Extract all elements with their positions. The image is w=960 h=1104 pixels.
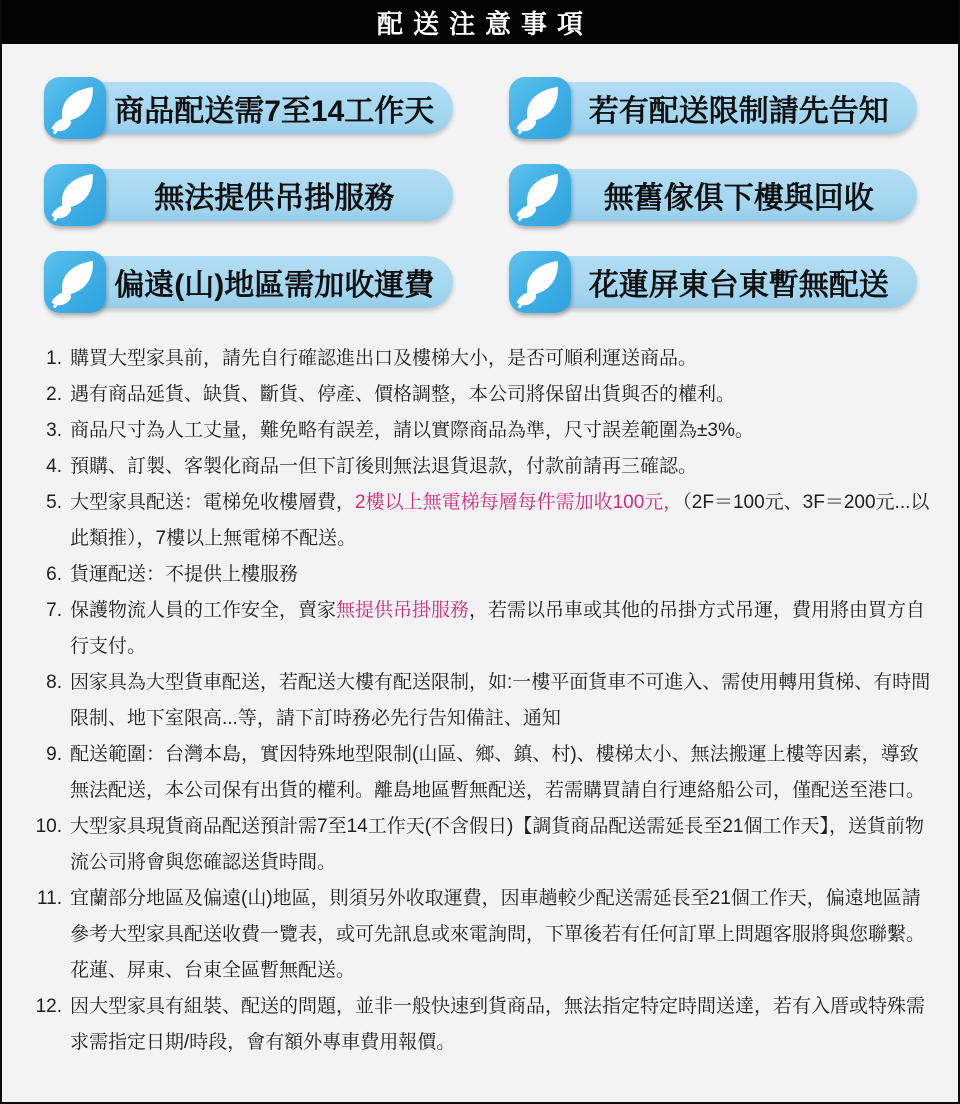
note-number: 5. (46, 492, 62, 513)
note-item (22, 665, 936, 737)
note-text (70, 809, 936, 881)
badge (44, 164, 453, 226)
note-item (22, 809, 936, 881)
note-segment: 保護物流人員的工作安全，賣家 (70, 600, 337, 621)
note-segment: 商品尺寸為人工丈量，難免略有誤差，請以實際商品為準，尺寸誤差範圍為±3%。 (70, 420, 754, 441)
badge-label: 無法提供吊掛服務 (154, 182, 395, 215)
note-segment: 貨運配送：不提供上樓服務 (70, 564, 299, 585)
badge (509, 77, 918, 139)
note-text (70, 557, 936, 593)
note-text (70, 665, 936, 737)
page-header (2, 0, 958, 44)
badge (509, 164, 918, 226)
note-item (22, 485, 936, 557)
note-text (70, 989, 936, 1061)
note-text (70, 881, 936, 989)
note-item (22, 593, 936, 665)
badge (44, 77, 453, 139)
badge (44, 251, 453, 313)
note-text (70, 485, 936, 557)
note-text (70, 449, 936, 485)
badge-grid (2, 77, 958, 313)
note-segment: 預購、訂製、客製化商品一但下訂後則無法退貨退款，付款前請再三確認。 (70, 456, 698, 477)
note-number: 10. (35, 816, 62, 837)
page-title: 配送注意事項 (376, 8, 593, 39)
note-item (22, 449, 936, 485)
note-segment: 宜蘭部分地區及偏遠(山)地區，則須另外收取運費，因車趟較少配送需延長至21個工作天，偏遠地區請參考大型家具配送收費一覽表，或可先訊息或來電詢問，下單後若有任何訂單上問題客服將與您聯繫。花蓮、屏東、台東全區暫無配送。 (70, 888, 926, 981)
leaf-icon (44, 251, 106, 313)
note-number: 11. (36, 888, 62, 909)
note-segment: 大型家具現貨商品配送預計需7至14工作天(不含假日)【調貨商品配送需延長至21個工作天】，送貨前物流公司將會與您確認送貨時間。 (70, 816, 924, 873)
leaf-icon (509, 164, 571, 226)
note-number: 2. (46, 384, 62, 405)
badge-label: 無舊傢俱下樓與回收 (603, 182, 874, 215)
note-segment: 配送範圍：台灣本島，實因特殊地型限制(山區、鄉、鎮、村)、樓梯太小、無法搬運上樓等因素，導致無法配送，本公司保有出貨的權利。離島地區暫無配送，若需購買請自行連絡船公司，僅配送至港口。 (70, 744, 926, 801)
badge-label: 商品配送需7至14工作天 (114, 95, 435, 128)
note-number: 7. (46, 600, 62, 621)
note-number: 8. (46, 672, 62, 693)
badge-label: 偏遠(山)地區需加收運費 (114, 269, 435, 302)
note-item (22, 557, 936, 593)
note-segment: 購買大型家具前，請先自行確認進出口及樓梯大小，是否可順利運送商品。 (70, 348, 698, 369)
note-item (22, 413, 936, 449)
note-number: 9. (46, 744, 62, 765)
note-number: 6. (46, 564, 62, 585)
note-text (70, 593, 936, 665)
highlight-text: 2樓以上無電梯每層每件需加收100元， (355, 492, 683, 513)
note-text (70, 737, 936, 809)
note-segment: 因大型家具有組裝、配送的問題，並非一般快速到貨商品，無法指定特定時間送達，若有入厝或特殊需求需指定日期/時段，會有額外專車費用報價。 (70, 996, 926, 1053)
note-number: 3. (46, 420, 62, 441)
note-text (70, 377, 936, 413)
highlight-text: 無提供吊掛服務 (336, 600, 470, 621)
note-segment: 遇有商品延貨、缺貨、斷貨、停產、價格調整，本公司將保留出貨與否的權利。 (70, 384, 736, 405)
badge-label: 若有配送限制請先告知 (588, 95, 889, 128)
note-number: 12. (35, 996, 62, 1017)
note-number: 1. (46, 348, 62, 369)
badge-label: 花蓮屏東台東暫無配送 (588, 269, 889, 302)
note-item (22, 341, 936, 377)
leaf-icon (44, 77, 106, 139)
leaf-icon (509, 77, 571, 139)
note-item (22, 377, 936, 413)
notes-list (2, 341, 958, 1061)
note-item (22, 989, 936, 1061)
note-segment: ，若需以吊車或其他的吊掛方式吊運，費用將由買方自行支付。 (70, 600, 926, 657)
note-number: 4. (46, 456, 62, 477)
note-text (70, 341, 936, 377)
note-segment: 大型家具配送：電梯免收樓層費， (70, 492, 356, 513)
note-item (22, 737, 936, 809)
note-segment: （2F＝100元、3F＝200元...以此類推），7樓以上無電梯不配送。 (70, 492, 930, 549)
note-segment: 因家具為大型貨車配送，若配送大樓有配送限制，如:一樓平面貨車不可進入、需使用轉用貨梯、有時間限制、地下室限高...等，請下訂時務必先行告知備註、通知 (70, 672, 931, 729)
leaf-icon (509, 251, 571, 313)
leaf-icon (44, 164, 106, 226)
badge (509, 251, 918, 313)
note-text (70, 413, 936, 449)
note-item (22, 881, 936, 989)
